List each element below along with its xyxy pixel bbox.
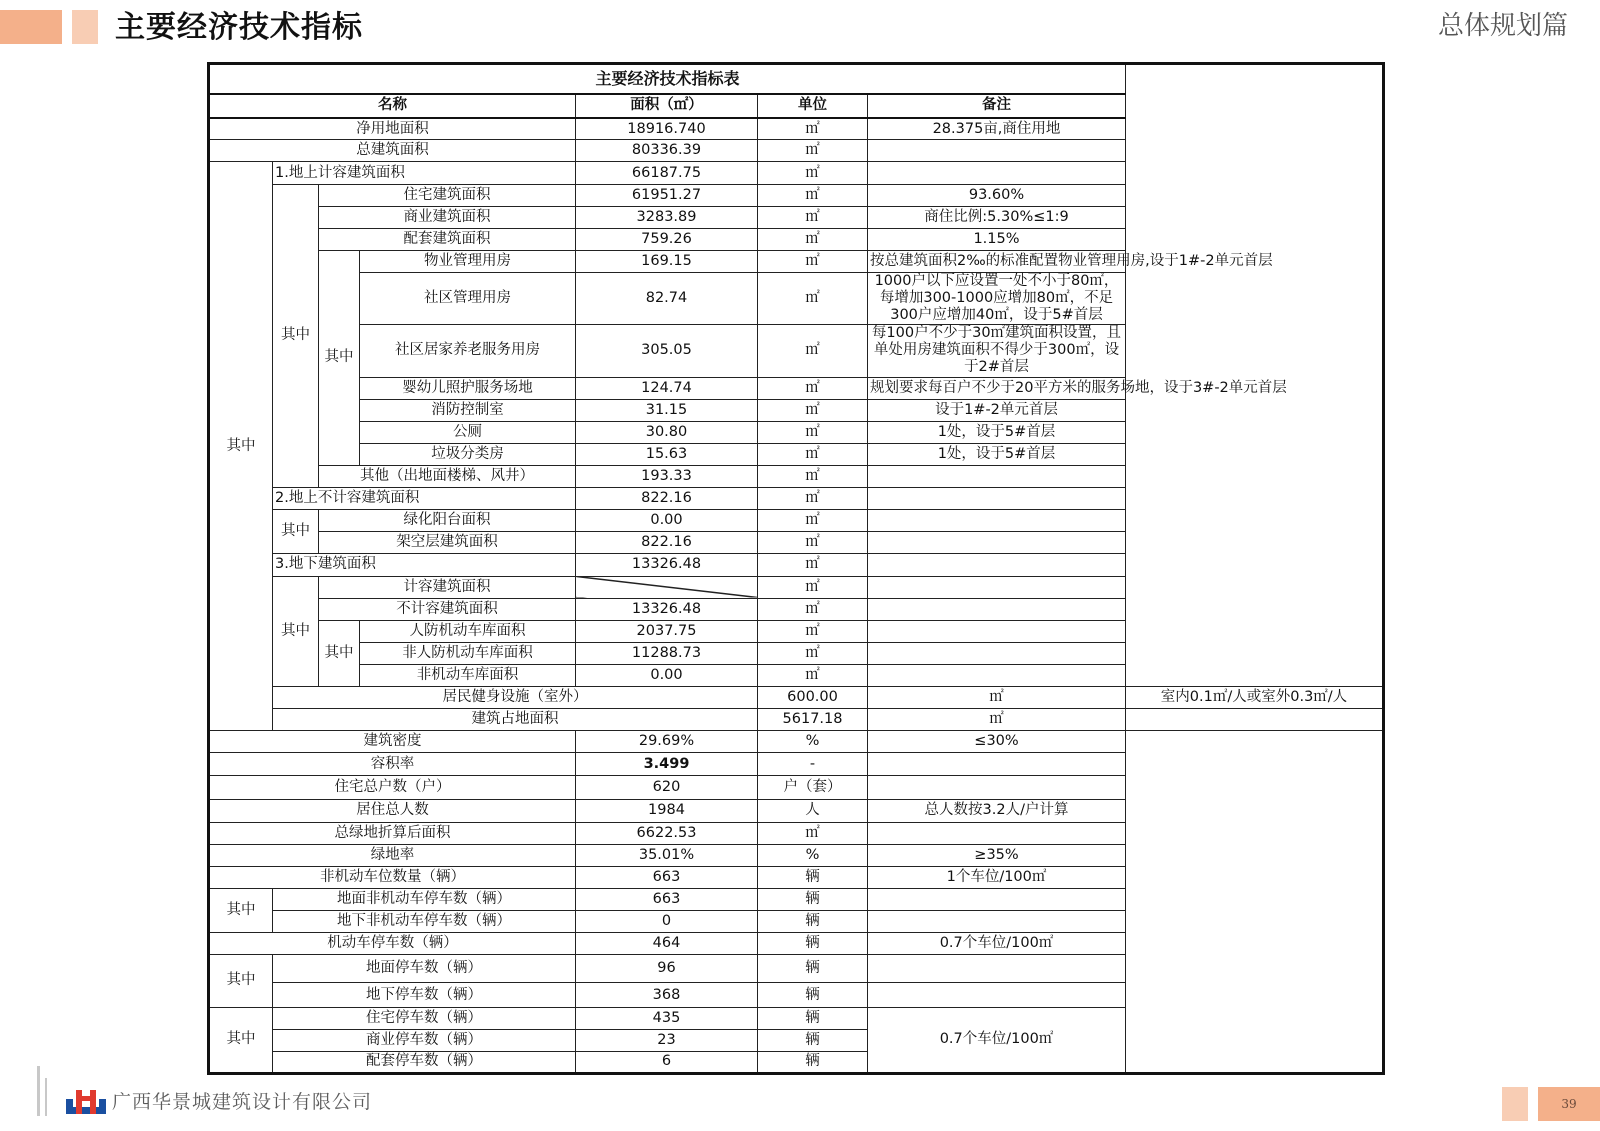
table-row	[209, 866, 1384, 888]
row-name: 消防控制室	[360, 399, 576, 421]
row-note: 每100户不少于30㎡建筑面积设置，且单处用房建筑面积不得少于300㎡，设于2#首层	[868, 325, 1126, 377]
table-row	[209, 325, 1384, 377]
row-unit: 辆	[758, 955, 868, 983]
table-row	[209, 1029, 1384, 1051]
row-value: 305.05	[576, 325, 758, 377]
row-value: 0	[576, 911, 758, 933]
row-value: 18916.740	[576, 118, 758, 140]
row-note: ≥35%	[868, 844, 1126, 866]
row-note	[868, 664, 1126, 686]
row-name: 地面非机动车停车数（辆）	[273, 889, 576, 911]
table-row	[209, 140, 1384, 162]
table-row	[209, 822, 1384, 844]
row-unit: ㎡	[758, 118, 868, 140]
row-value: 61951.27	[576, 184, 758, 206]
row-name: 商业建筑面积	[319, 206, 576, 228]
row-unit: 辆	[758, 1029, 868, 1051]
row-value: 35.01%	[576, 844, 758, 866]
row-value: 3283.89	[576, 206, 758, 228]
row-name: 非人防机动车库面积	[360, 642, 576, 664]
row-value: 31.15	[576, 399, 758, 421]
row-name: 总绿地折算后面积	[209, 822, 576, 844]
row-value: 29.69%	[576, 731, 758, 753]
row-unit: ㎡	[758, 664, 868, 686]
row-value: 464	[576, 933, 758, 955]
row-note	[868, 642, 1126, 664]
row-note	[868, 510, 1126, 532]
row-name: 住宅建筑面积	[319, 184, 576, 206]
row-name: 净用地面积	[209, 118, 576, 140]
row-unit: ㎡	[758, 532, 868, 554]
row-name: 建筑占地面积	[273, 709, 758, 731]
row-unit: 辆	[758, 933, 868, 955]
row-value: 2037.75	[576, 620, 758, 642]
row-name: 架空层建筑面积	[319, 532, 576, 554]
row-name: 1.地上计容建筑面积	[273, 162, 576, 184]
row-unit: 户（套）	[758, 776, 868, 799]
row-unit: -	[758, 753, 868, 776]
row-note: ≤30%	[868, 731, 1126, 753]
row-unit: 辆	[758, 889, 868, 911]
row-value: 96	[576, 955, 758, 983]
group-label-qizhong: 其中	[319, 250, 360, 465]
row-note	[868, 620, 1126, 642]
table-row	[209, 889, 1384, 911]
table-row	[209, 709, 1384, 731]
row-value: 0.00	[576, 664, 758, 686]
row-value: 23	[576, 1029, 758, 1051]
group-label-qizhong: 其中	[209, 1007, 273, 1073]
row-name: 非机动车库面积	[360, 664, 576, 686]
row-note	[868, 822, 1126, 844]
table-row	[209, 250, 1384, 272]
row-value: 15.63	[576, 443, 758, 465]
row-value: 822.16	[576, 532, 758, 554]
row-name: 商业停车数（辆）	[273, 1029, 576, 1051]
row-unit: ㎡	[758, 443, 868, 465]
row-unit: ㎡	[758, 399, 868, 421]
row-value: 759.26	[576, 228, 758, 250]
column-header-name: 名称	[209, 94, 576, 118]
row-note	[868, 532, 1126, 554]
table-row	[209, 642, 1384, 664]
row-value: 169.15	[576, 250, 758, 272]
group-label-qizhong: 其中	[273, 576, 319, 687]
row-note	[868, 140, 1126, 162]
row-name: 绿地率	[209, 844, 576, 866]
row-note: 设于1#-2单元首层	[868, 399, 1126, 421]
table-title: 主要经济技术指标表	[209, 64, 1126, 94]
indicator-table	[207, 62, 1385, 1075]
row-note: 1000户以下应设置一处不小于80㎡，每增加300-1000应增加80㎡，不足300户应增加40㎡，设于5#首层	[868, 273, 1126, 325]
row-value: 66187.75	[576, 162, 758, 184]
row-name: 3.地下建筑面积	[273, 554, 576, 576]
table-row	[209, 399, 1384, 421]
row-note	[1126, 709, 1384, 731]
row-name: 非机动车位数量（辆）	[209, 866, 576, 888]
row-note: 0.7个车位/100㎡	[868, 933, 1126, 955]
row-note	[868, 983, 1126, 1007]
row-note: 规划要求每百户不少于20平方米的服务场地，设于3#-2单元首层	[868, 377, 1126, 399]
row-note	[868, 911, 1126, 933]
group-label-qizhong: 其中	[209, 955, 273, 1007]
column-header-area: 面积（㎡）	[576, 94, 758, 118]
row-unit: ㎡	[758, 554, 868, 576]
table-row	[209, 377, 1384, 399]
column-header-note: 备注	[868, 94, 1126, 118]
row-name: 绿化阳台面积	[319, 510, 576, 532]
table-row	[209, 933, 1384, 955]
row-name: 住宅总户数（户）	[209, 776, 576, 799]
row-note	[868, 776, 1126, 799]
row-unit: 辆	[758, 911, 868, 933]
page-title: 主要经济技术指标	[115, 10, 363, 45]
row-name: 物业管理用房	[360, 250, 576, 272]
table-row	[209, 443, 1384, 465]
row-name: 住宅停车数（辆）	[273, 1007, 576, 1029]
section-title: 总体规划篇	[1437, 11, 1568, 41]
row-name: 社区管理用房	[360, 273, 576, 325]
row-name: 地下非机动车停车数（辆）	[273, 911, 576, 933]
row-unit: %	[758, 844, 868, 866]
page-number: 39	[1561, 1097, 1577, 1111]
row-name: 垃圾分类房	[360, 443, 576, 465]
row-note: 1个车位/100㎡	[868, 866, 1126, 888]
row-name: 社区居家养老服务用房	[360, 325, 576, 377]
row-unit: ㎡	[758, 228, 868, 250]
row-value: 11288.73	[576, 642, 758, 664]
row-value: 0.00	[576, 510, 758, 532]
row-value: 5617.18	[758, 709, 868, 731]
row-name: 地面停车数（辆）	[273, 955, 576, 983]
table-row	[209, 620, 1384, 642]
table-row	[209, 1007, 1384, 1029]
footer-accent-square	[1502, 1087, 1528, 1121]
row-value: 663	[576, 889, 758, 911]
row-name: 计容建筑面积	[319, 576, 576, 598]
row-name: 机动车停车数（辆）	[209, 933, 576, 955]
header-accent-square	[72, 10, 98, 44]
table-row	[209, 554, 1384, 576]
row-unit: ㎡	[758, 822, 868, 844]
table-row	[209, 664, 1384, 686]
row-note	[868, 465, 1126, 487]
row-unit: ㎡	[758, 510, 868, 532]
row-value: 620	[576, 776, 758, 799]
row-note: 93.60%	[868, 184, 1126, 206]
row-name: 容积率	[209, 753, 576, 776]
table-row	[209, 955, 1384, 983]
row-unit: ㎡	[758, 273, 868, 325]
row-note	[868, 955, 1126, 983]
table-row	[209, 421, 1384, 443]
row-value: 82.74	[576, 273, 758, 325]
group-label-qizhong: 其中	[273, 184, 319, 487]
row-unit: %	[758, 731, 868, 753]
row-note	[868, 576, 1126, 598]
row-value: 822.16	[576, 488, 758, 510]
row-value: 3.499	[576, 753, 758, 776]
row-value: 30.80	[576, 421, 758, 443]
row-value: 6622.53	[576, 822, 758, 844]
table-row	[209, 1051, 1384, 1073]
row-value: 663	[576, 866, 758, 888]
row-unit: 辆	[758, 866, 868, 888]
table-row	[209, 576, 1384, 598]
row-note: 0.7个车位/100㎡	[868, 1007, 1126, 1073]
table-row	[209, 228, 1384, 250]
row-value-empty-diagonal	[576, 576, 758, 598]
row-note	[868, 753, 1126, 776]
row-note	[868, 889, 1126, 911]
row-unit: ㎡	[758, 377, 868, 399]
row-note: 室内0.1㎡/人或室外0.3㎡/人	[1126, 687, 1384, 709]
row-value: 6	[576, 1051, 758, 1073]
row-unit: ㎡	[868, 709, 1126, 731]
row-unit: ㎡	[758, 250, 868, 272]
row-note: 总人数按3.2人/户计算	[868, 799, 1126, 822]
row-note	[868, 488, 1126, 510]
row-unit: ㎡	[758, 576, 868, 598]
table-row	[209, 687, 1384, 709]
row-unit: ㎡	[758, 488, 868, 510]
row-note: 商住比例:5.30%≤1:9	[868, 206, 1126, 228]
row-unit: ㎡	[758, 184, 868, 206]
company-name: 广西华景城建筑设计有限公司	[112, 1091, 373, 1113]
row-name: 公厕	[360, 421, 576, 443]
table-row	[209, 162, 1384, 184]
group-label-qizhong: 其中	[273, 510, 319, 554]
row-note	[868, 598, 1126, 620]
row-unit: ㎡	[758, 140, 868, 162]
row-unit: ㎡	[758, 642, 868, 664]
row-note	[868, 554, 1126, 576]
row-name: 居住总人数	[209, 799, 576, 822]
table-row	[209, 206, 1384, 228]
row-name: 总建筑面积	[209, 140, 576, 162]
company-logo-icon	[66, 1090, 106, 1114]
row-note: 28.375亩,商住用地	[868, 118, 1126, 140]
group-label-qizhong: 其中	[209, 162, 273, 731]
footer-divider-line	[45, 1078, 47, 1116]
row-value: 124.74	[576, 377, 758, 399]
row-name: 建筑密度	[209, 731, 576, 753]
row-name: 配套建筑面积	[319, 228, 576, 250]
table-row	[209, 465, 1384, 487]
table-row	[209, 598, 1384, 620]
row-name: 婴幼儿照护服务场地	[360, 377, 576, 399]
table-row	[209, 118, 1384, 140]
row-name: 不计容建筑面积	[319, 598, 576, 620]
row-unit: 辆	[758, 1007, 868, 1029]
row-name: 居民健身设施（室外）	[273, 687, 758, 709]
footer-divider-line	[37, 1066, 40, 1116]
row-note	[868, 162, 1126, 184]
row-unit: ㎡	[758, 421, 868, 443]
row-note: 1处，设于5#首层	[868, 421, 1126, 443]
row-note: 1.15%	[868, 228, 1126, 250]
row-name: 配套停车数（辆）	[273, 1051, 576, 1073]
row-value: 13326.48	[576, 598, 758, 620]
row-value: 435	[576, 1007, 758, 1029]
row-unit: 辆	[758, 983, 868, 1007]
table-row	[209, 844, 1384, 866]
row-value: 193.33	[576, 465, 758, 487]
row-name: 地下停车数（辆）	[273, 983, 576, 1007]
row-name: 2.地上不计容建筑面积	[273, 488, 576, 510]
row-name: 人防机动车库面积	[360, 620, 576, 642]
row-unit: ㎡	[758, 620, 868, 642]
row-unit: ㎡	[868, 687, 1126, 709]
table-row	[209, 731, 1384, 753]
table-row	[209, 753, 1384, 776]
row-unit: ㎡	[758, 206, 868, 228]
table-row	[209, 911, 1384, 933]
row-value: 600.00	[758, 687, 868, 709]
table-row	[209, 488, 1384, 510]
table-row	[209, 273, 1384, 325]
table-row	[209, 776, 1384, 799]
group-label-qizhong: 其中	[209, 889, 273, 933]
header-accent-bar	[0, 10, 62, 44]
row-unit: 辆	[758, 1051, 868, 1073]
row-value: 368	[576, 983, 758, 1007]
row-value: 80336.39	[576, 140, 758, 162]
table-row	[209, 184, 1384, 206]
row-name: 其他（出地面楼梯、风井）	[319, 465, 576, 487]
row-unit: 人	[758, 799, 868, 822]
row-unit: ㎡	[758, 465, 868, 487]
row-unit: ㎡	[758, 598, 868, 620]
table-row	[209, 532, 1384, 554]
group-label-qizhong: 其中	[319, 620, 360, 686]
row-note: 按总建筑面积2‰的标准配置物业管理用房,设于1#-2单元首层	[868, 250, 1126, 272]
row-unit: ㎡	[758, 162, 868, 184]
row-note: 1处，设于5#首层	[868, 443, 1126, 465]
row-value: 1984	[576, 799, 758, 822]
table-row	[209, 799, 1384, 822]
column-header-unit: 单位	[758, 94, 868, 118]
row-unit: ㎡	[758, 325, 868, 377]
table-row	[209, 983, 1384, 1007]
table-row	[209, 510, 1384, 532]
row-value: 13326.48	[576, 554, 758, 576]
